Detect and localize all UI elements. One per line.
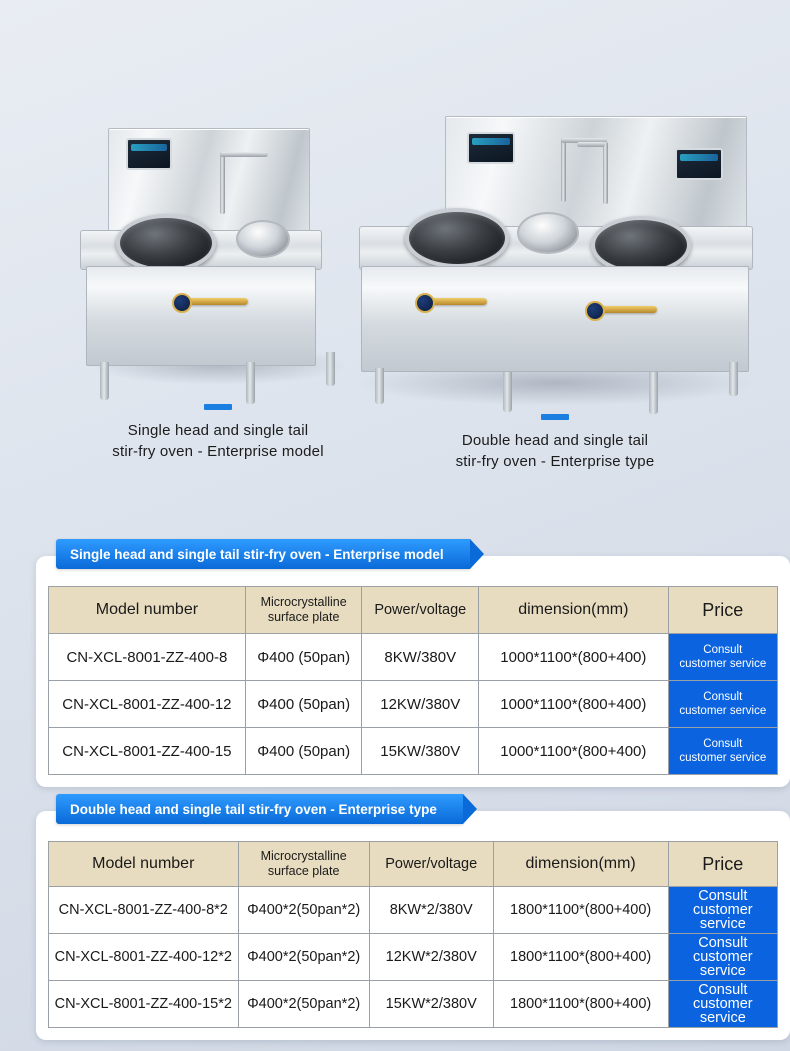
product-double-head [340, 80, 770, 472]
cell-power: 15KW*2/380V [369, 981, 493, 1028]
door-handle-right [599, 306, 657, 313]
cell-plate: Φ400 (50pan) [245, 728, 362, 775]
header-plate [238, 842, 369, 887]
header-power: Power/voltage [369, 842, 493, 887]
cell-power: 8KW/380V [362, 634, 479, 681]
header-plate-line1: Microcrystalline [260, 595, 347, 609]
cell-model: CN-XCL-8001-ZZ-400-8 [49, 634, 246, 681]
caption-single-line2: stir-fry oven - Enterprise model [112, 443, 324, 460]
rinse-pot [236, 220, 290, 258]
door-handle [186, 298, 248, 305]
leg-1 [375, 368, 384, 404]
price-line2: customer service [692, 902, 753, 932]
table-row [49, 981, 778, 1028]
control-panel-right [675, 148, 723, 180]
header-plate [245, 587, 362, 634]
cell-price[interactable] [668, 681, 777, 728]
cell-power: 12KW/380V [362, 681, 479, 728]
header-dimension: dimension(mm) [479, 587, 669, 634]
handle-knob-right [585, 301, 605, 321]
control-panel [126, 138, 172, 170]
rinse-pot [517, 212, 579, 254]
faucet-arm [220, 152, 268, 157]
cell-power: 15KW/380V [362, 728, 479, 775]
stove-illustration-double [345, 80, 765, 400]
cell-model: CN-XCL-8001-ZZ-400-12*2 [49, 934, 239, 981]
cell-model: CN-XCL-8001-ZZ-400-15 [49, 728, 246, 775]
leg-2 [503, 372, 512, 412]
cell-model: CN-XCL-8001-ZZ-400-8*2 [49, 887, 239, 934]
product-showcase [0, 0, 790, 520]
section-ribbon-single: Single head and single tail stir-fry oven - Enterprise model [56, 539, 470, 569]
price-line1: Consult [703, 644, 743, 656]
cell-price[interactable] [668, 728, 777, 775]
table-header-row [49, 842, 778, 887]
price-line1: Consult [698, 935, 748, 951]
handle-knob-left [415, 293, 435, 313]
leg-2 [246, 362, 255, 404]
cell-dimension: 1800*1100*(800+400) [493, 887, 668, 934]
spec-card-double [36, 811, 790, 1040]
header-price: Price [668, 587, 777, 634]
cell-dimension: 1000*1100*(800+400) [479, 681, 669, 728]
price-line2: customer service [679, 752, 767, 764]
spec-section-double [36, 801, 790, 1040]
cabinet-body [86, 266, 316, 366]
caption-double-line2: stir-fry oven - Enterprise type [455, 453, 655, 470]
leg-1 [100, 362, 109, 400]
table-row [49, 634, 778, 681]
spec-table-single [48, 586, 778, 775]
table-row [49, 887, 778, 934]
leg-3 [326, 352, 335, 386]
faucet-stem-2 [603, 142, 608, 204]
stove-illustration-single [68, 90, 368, 390]
handle-knob [172, 293, 192, 313]
control-panel-left [467, 132, 515, 164]
cabinet-body [361, 266, 749, 372]
cell-dimension: 1800*1100*(800+400) [493, 981, 668, 1028]
cell-model: CN-XCL-8001-ZZ-400-15*2 [49, 981, 239, 1028]
header-model: Model number [49, 842, 239, 887]
header-power: Power/voltage [362, 587, 479, 634]
caption-single-line1: Single head and single tail [127, 422, 309, 439]
table-header-row [49, 587, 778, 634]
cell-plate: Φ400*2(50pan*2) [238, 887, 369, 934]
cell-price[interactable] [668, 934, 777, 981]
cell-plate: Φ400 (50pan) [245, 634, 362, 681]
price-line1: Consult [703, 691, 743, 703]
header-price: Price [668, 842, 777, 887]
price-line2: customer service [692, 996, 753, 1026]
faucet-arm-2 [577, 142, 605, 147]
section-ribbon-double: Double head and single tail stir-fry oven - Enterprise type [56, 794, 463, 824]
price-line2: customer service [679, 705, 767, 717]
header-plate-line1: Microcrystalline [260, 849, 347, 863]
table-row [49, 728, 778, 775]
price-line2: customer service [692, 949, 753, 979]
cell-plate: Φ400*2(50pan*2) [238, 934, 369, 981]
header-model: Model number [49, 587, 246, 634]
price-line2: customer service [679, 658, 767, 670]
header-plate-line2: surface plate [267, 610, 340, 624]
table-row [49, 934, 778, 981]
faucet-stem [220, 152, 225, 214]
product-image-single [68, 90, 368, 390]
caption-double-line1: Double head and single tail [461, 432, 649, 449]
header-plate-line2: surface plate [267, 864, 340, 878]
price-line1: Consult [698, 982, 748, 998]
cell-dimension: 1800*1100*(800+400) [493, 934, 668, 981]
header-dimension: dimension(mm) [493, 842, 668, 887]
table-row [49, 681, 778, 728]
spec-card-single [36, 556, 790, 787]
spec-section-single [36, 546, 790, 787]
cell-price[interactable] [668, 887, 777, 934]
cell-dimension: 1000*1100*(800+400) [479, 634, 669, 681]
spec-table-double [48, 841, 778, 1028]
cell-price[interactable] [668, 981, 777, 1028]
faucet-stem-1 [561, 138, 566, 202]
cell-plate: Φ400*2(50pan*2) [238, 981, 369, 1028]
caption-double [340, 430, 770, 472]
price-line1: Consult [703, 738, 743, 750]
cell-plate: Φ400 (50pan) [245, 681, 362, 728]
cell-power: 12KW*2/380V [369, 934, 493, 981]
price-line1: Consult [698, 888, 748, 904]
cell-price[interactable] [668, 634, 777, 681]
leg-4 [729, 362, 738, 396]
burner-1 [405, 208, 509, 268]
burner-1 [116, 214, 216, 272]
accent-bar-single [204, 404, 232, 410]
cell-model: CN-XCL-8001-ZZ-400-12 [49, 681, 246, 728]
cell-power: 8KW*2/380V [369, 887, 493, 934]
leg-3 [649, 372, 658, 414]
door-handle-left [429, 298, 487, 305]
accent-bar-double [541, 414, 569, 420]
cell-dimension: 1000*1100*(800+400) [479, 728, 669, 775]
product-image-double [345, 80, 765, 400]
